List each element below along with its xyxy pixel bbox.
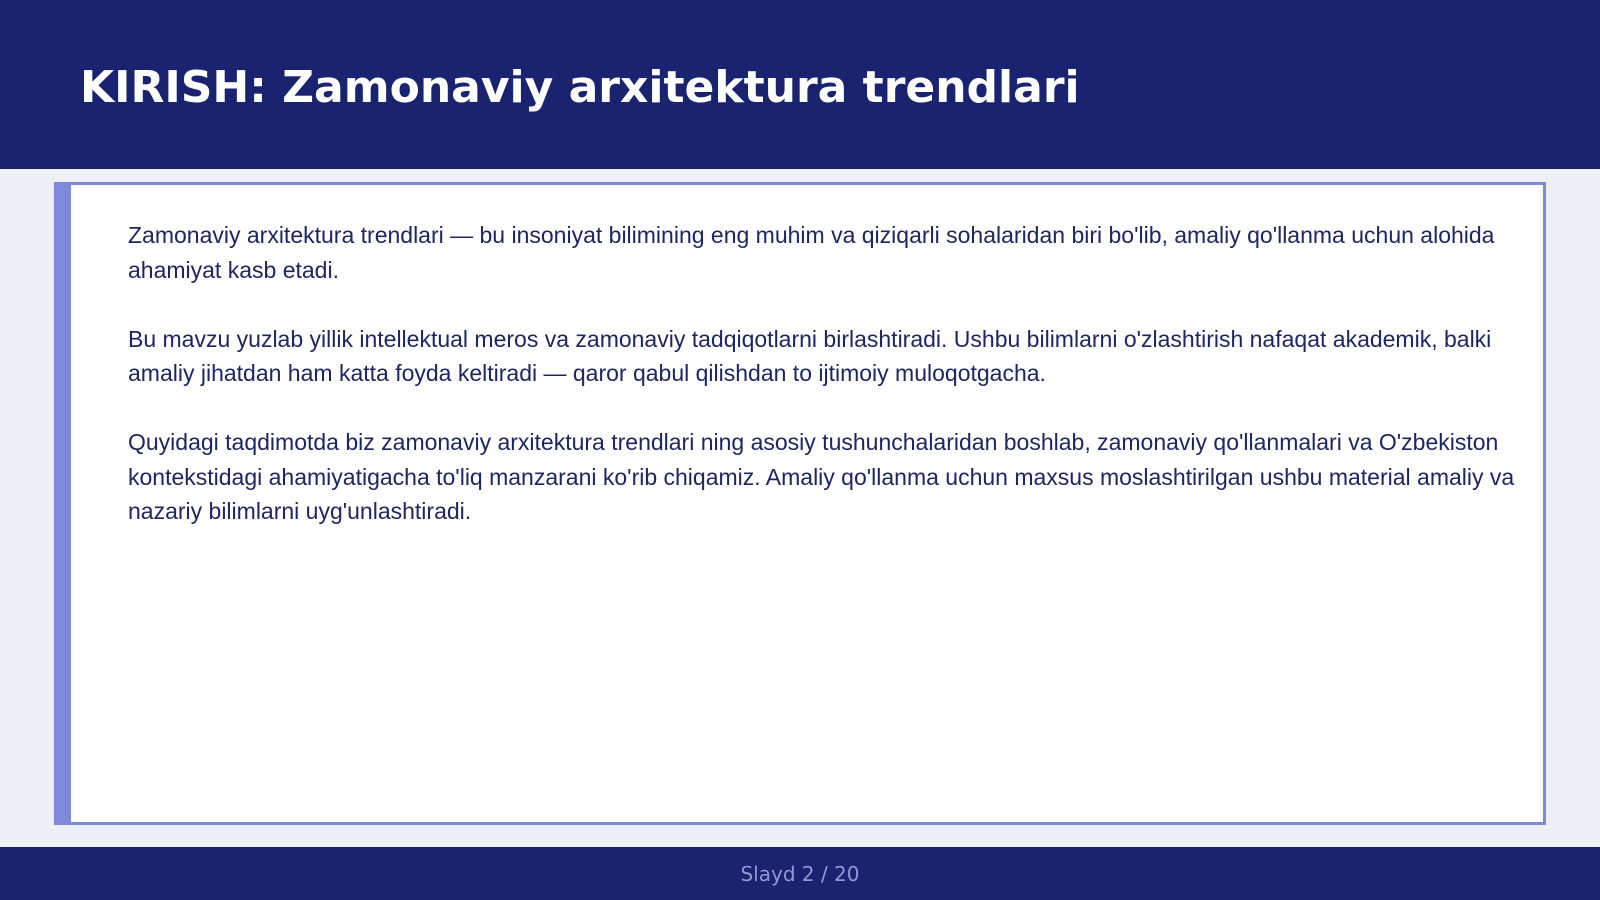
slide-footer	[0, 847, 1600, 900]
slide-counter: Slayd 2 / 20	[740, 862, 860, 886]
paragraph-1: Zamonaviy arxitektura trendlari — bu insoniyat bilimining eng muhim va qiziqarli sohalaridan biri bo'lib, amaliy qo'llanma uchun alohida ahamiyat kasb etadi.	[128, 222, 1495, 283]
content-box	[54, 182, 1546, 825]
content-text	[128, 218, 1518, 563]
slide-header	[0, 0, 1600, 169]
paragraph-3: Quyidagi taqdimotda biz zamonaviy arxitektura trendlari ning asosiy tushunchalaridan boshlab, zamonaviy qo'llanmalari va O'zbekiston kontekstidagi ahamiyatigacha to'liq manzarani ko'rib chiqamiz. Amaliy qo'llanma uchun maxsus moslashtirilgan ushbu material amaliy va nazariy bilimlarni uyg'unlashtiradi.	[128, 429, 1515, 524]
paragraph-2: Bu mavzu yuzlab yillik intellektual meros va zamonaviy tadqiqotlarni birlashtiradi. Ushbu bilimlarni o'zlashtirish nafaqat akademik, balki amaliy jihatdan ham katta foyda keltiradi — qaror qabul qilishdan to ijtimoiy muloqotgacha.	[128, 325, 1492, 386]
slide-title: KIRISH: Zamonaviy arxitektura trendlari	[80, 62, 1080, 113]
